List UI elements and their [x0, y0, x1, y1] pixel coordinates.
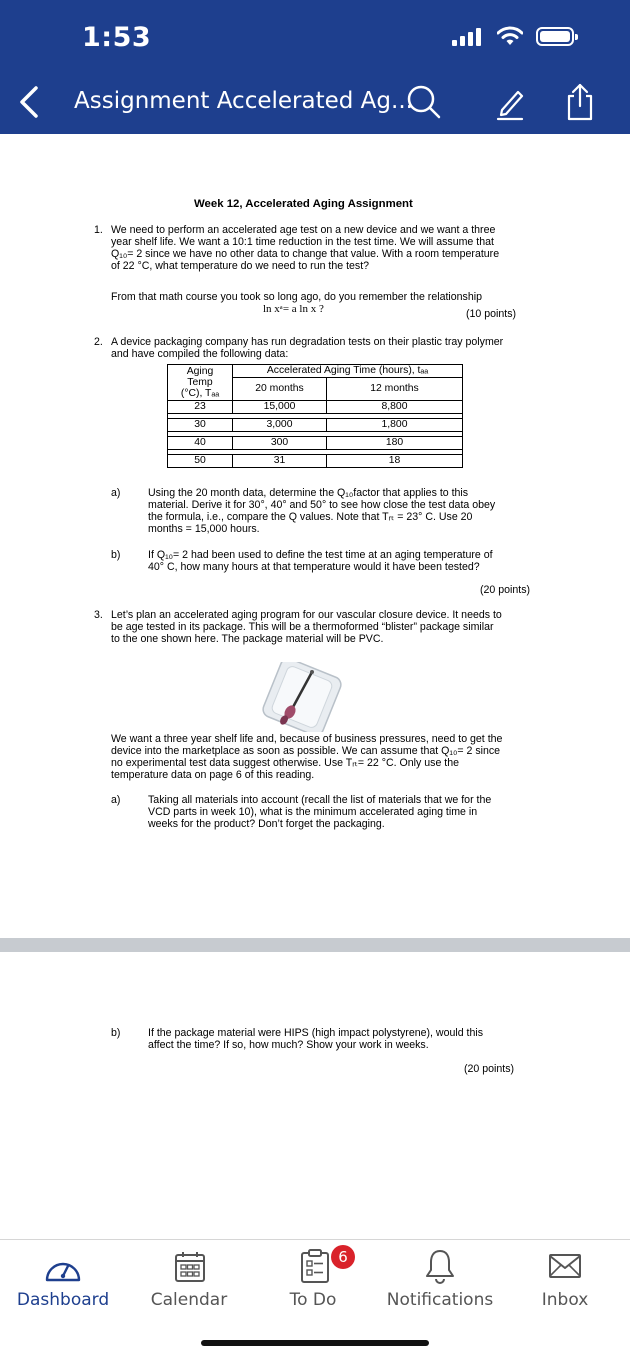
q3b-line: If the package material were HIPS (high impact polystyrene), would this	[148, 1027, 484, 1039]
tab-notifications[interactable]	[384, 1240, 496, 1320]
table-header-group: Accelerated Aging Time (hours), tₐₐ	[233, 365, 463, 378]
q1-line: We need to perform an accelerated age test on a new device and we want a three	[111, 224, 496, 236]
q3-number: 3.	[94, 609, 103, 621]
page-title: Assignment Accelerated Ag...	[74, 88, 413, 114]
table-cell: 1,800	[327, 419, 463, 432]
table-cell: 15,000	[233, 401, 327, 414]
q3-line: be age tested in its package. This will be a thermoformed “blister” package similar	[111, 621, 494, 633]
table-cell: 50	[168, 455, 233, 468]
q3b-line: affect the time? If so, how much? Show your work in weeks.	[148, 1039, 429, 1051]
dashboard-gauge-icon	[43, 1254, 83, 1284]
tab-label: Calendar	[150, 1290, 228, 1310]
table-row	[168, 437, 463, 450]
table-cell: 3,000	[233, 419, 327, 432]
document-title: Week 12, Accelerated Aging Assignment	[194, 198, 413, 210]
q1-points: (10 points)	[466, 308, 517, 320]
q2b-label: b)	[111, 549, 121, 561]
table-cell: 31	[233, 455, 327, 468]
tab-label: Notifications	[386, 1290, 494, 1310]
q2-line: A device packaging company has run degradation tests on their plastic tray polymer	[111, 336, 504, 348]
q2b-line: 40° C, how many hours at that temperature would it have been tested?	[148, 561, 480, 573]
inbox-mail-icon	[548, 1252, 582, 1280]
calendar-icon	[173, 1250, 207, 1284]
q3-para-line: device into the marketplace as soon as possible. We can assume that Q₁₀= 2 since	[111, 745, 501, 757]
q2a-line: Using the 20 month data, determine the Q₁₀factor that applies to this	[148, 487, 469, 499]
q2b-line: If Q₁₀= 2 had been used to define the test time at an aging temperature of	[148, 549, 493, 561]
table-cell: 23	[168, 401, 233, 414]
q3a-line: VCD parts in week 10), what is the minimum accelerated aging time in	[148, 806, 478, 818]
q3b-label: b)	[111, 1027, 121, 1039]
q3a-line: weeks for the product? Don’t forget the packaging.	[148, 818, 385, 830]
page-divider	[0, 938, 630, 952]
q3-para-line: We want a three year shelf life and, because of business pressures, need to get the	[111, 733, 503, 745]
table-row	[168, 419, 463, 432]
table-cell: 30	[168, 419, 233, 432]
table-cell: 300	[233, 437, 327, 450]
table-row	[168, 455, 463, 468]
q1-line: of 22 °C, what temperature do we need to run the test?	[111, 260, 370, 272]
q3-line: to the one shown here. The package material will be PVC.	[111, 633, 384, 645]
q3a-label: a)	[111, 794, 121, 806]
tab-label: Inbox	[541, 1290, 589, 1310]
table-cell: 40	[168, 437, 233, 450]
tab-dashboard[interactable]	[10, 1240, 116, 1320]
status-time: 1:53	[82, 22, 152, 53]
tab-inbox[interactable]	[530, 1240, 600, 1320]
q2a-line: the formula, i.e., compare the Q values. Note that Tᵣₜ = 23° C. Use 20	[148, 511, 473, 523]
table-cell: 180	[327, 437, 463, 450]
table-row	[168, 401, 463, 414]
q3-para-line: temperature data on page 6 of this reading.	[111, 769, 315, 781]
q1-line: Q₁₀= 2 since we have no other data to change that value. With a room temperature	[111, 248, 500, 260]
todo-clipboard-icon	[298, 1248, 332, 1284]
q2a-line: months = 15,000 hours.	[148, 523, 260, 535]
tab-label: To Do	[289, 1290, 337, 1310]
tab-calendar[interactable]	[140, 1240, 240, 1320]
table-header-12-months: 12 months	[327, 378, 463, 401]
q3-line: Let’s plan an accelerated aging program for our vascular closure device. It needs to	[111, 609, 502, 621]
aging-data-table	[167, 364, 463, 468]
q2-points: (20 points)	[480, 584, 531, 596]
table-header-20-months: 20 months	[233, 378, 327, 401]
q3-para-line: no experimental test data suggest otherwise. Use Tᵣₜ= 22 °C. Only use the	[111, 757, 460, 769]
todo-count-badge: 6	[331, 1245, 355, 1269]
notifications-bell-icon	[424, 1248, 456, 1284]
q3a-line: Taking all materials into account (recall the list of materials that we for the	[148, 794, 492, 806]
q3-points: (20 points)	[464, 1063, 515, 1075]
q1-formula: ln xᵃ= a ln x ?	[263, 303, 324, 315]
q2-line: and have compiled the following data:	[111, 348, 289, 360]
q2a-line: material. Derive it for 30°, 40° and 50° to see how close the test data obey	[148, 499, 496, 511]
q1-number: 1.	[94, 224, 103, 236]
home-indicator[interactable]	[201, 1340, 429, 1346]
table-header-temp: Aging Temp (°C), Tₐₐ	[168, 365, 233, 401]
q1-line: year shelf life. We want a 10:1 time reduction in the test time. We will assume that	[111, 236, 494, 248]
q2a-label: a)	[111, 487, 121, 499]
table-cell: 8,800	[327, 401, 463, 414]
tab-label: Dashboard	[16, 1290, 110, 1310]
q1-hint: From that math course you took so long ago, do you remember the relationship	[111, 291, 482, 303]
q2-number: 2.	[94, 336, 103, 348]
blister-package-image	[262, 662, 342, 732]
table-cell: 18	[327, 455, 463, 468]
